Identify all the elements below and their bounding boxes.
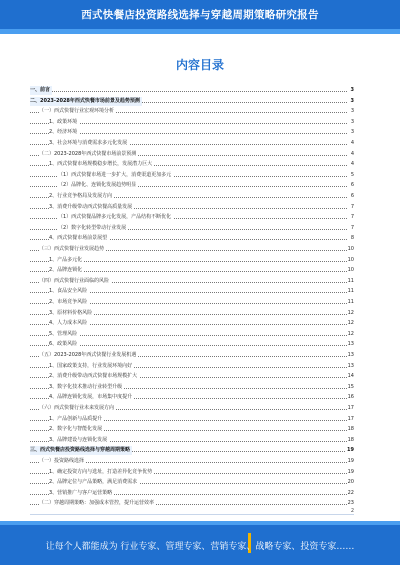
toc-entry[interactable] bbox=[30, 234, 354, 243]
table-of-contents bbox=[30, 86, 354, 514]
toc-entry[interactable] bbox=[30, 150, 354, 159]
footer-divider bbox=[30, 514, 354, 515]
footer-slogan: 让每个人都能成为 行业专家、管理专家、营销专家、战略专家、投资专家…… bbox=[45, 542, 355, 552]
toc-entry[interactable] bbox=[30, 97, 354, 106]
toc-entry-title: 2、经济环境 bbox=[49, 129, 78, 136]
toc-entry-title: 4、品牌连锁化发展，市场集中度提升 bbox=[49, 394, 133, 401]
toc-entry[interactable] bbox=[30, 457, 354, 466]
toc-entry[interactable] bbox=[30, 319, 354, 328]
toc-entry-page: 6 bbox=[350, 193, 354, 199]
toc-entry-title: 二、2023-2028年西式快餐市场前景及趋势预测 bbox=[30, 97, 140, 104]
toc-entry-page: 19 bbox=[347, 468, 354, 475]
toc-entry-title: 5、管理风险 bbox=[49, 330, 78, 337]
toc-entry[interactable] bbox=[30, 489, 354, 498]
toc-entry[interactable] bbox=[30, 160, 354, 169]
toc-entry-title: 3、数字化技术推动行业转型升级 bbox=[49, 383, 123, 390]
toc-entry-title: 1、确定投资方向与选址，打造差异化竞争优势 bbox=[49, 468, 153, 475]
toc-entry[interactable] bbox=[30, 192, 354, 201]
toc-entry-page: 19 bbox=[347, 458, 354, 464]
toc-entry-page: 15 bbox=[347, 383, 354, 390]
toc-entry-title: 1、国家政策支持，行业发展环境向好 bbox=[49, 362, 133, 369]
toc-entry[interactable] bbox=[30, 245, 354, 254]
toc-entry-page: 13 bbox=[347, 341, 354, 348]
toc-entry-page: 13 bbox=[347, 362, 354, 369]
toc-entry-page: 18 bbox=[347, 426, 354, 433]
toc-entry-page: 12 bbox=[347, 309, 354, 316]
toc-entry[interactable] bbox=[30, 213, 354, 222]
toc-entry-title: 1、食品安全风险 bbox=[49, 288, 88, 295]
toc-entry-page: 3 bbox=[350, 97, 354, 104]
toc-entry-title: （三）西式快餐行业发展趋势 bbox=[39, 246, 105, 252]
toc-entry[interactable] bbox=[30, 330, 354, 339]
toc-entry-title: （二）2023-2028年西式快餐市场前景预测 bbox=[39, 150, 137, 157]
toc-entry[interactable] bbox=[30, 351, 354, 360]
toc-entry-title: 2、品牌定位与产品策略，满足消费需求 bbox=[49, 479, 138, 486]
toc-entry-page: 18 bbox=[347, 436, 354, 443]
toc-entry[interactable] bbox=[30, 415, 354, 424]
footer-banner bbox=[0, 521, 400, 565]
toc-entry-page: 3 bbox=[350, 129, 354, 136]
toc-entry[interactable] bbox=[30, 277, 354, 286]
toc-entry-page: 17 bbox=[347, 415, 354, 422]
toc-entry-title: （四）西式快餐行业面临的风险 bbox=[39, 277, 110, 284]
toc-entry[interactable] bbox=[30, 404, 354, 413]
page-number: 2 bbox=[350, 508, 354, 514]
toc-entry[interactable] bbox=[30, 224, 354, 233]
toc-entry-title: 3、社会环境与消费需求多元化发展 bbox=[49, 140, 128, 146]
toc-entry-title: 3、品牌建设与连锁化发展 bbox=[49, 436, 108, 443]
toc-entry-page: 4 bbox=[350, 140, 354, 146]
toc-entry-title: 1、西式快餐市场规模稳步增长，发展潜力巨大 bbox=[49, 161, 153, 168]
toc-entry[interactable] bbox=[30, 499, 354, 508]
toc-entry-title: 4、西式快餐市场前景展望 bbox=[49, 235, 108, 242]
toc-entry[interactable] bbox=[30, 181, 354, 190]
toc-entry-page: 11 bbox=[347, 299, 354, 305]
toc-entry-title: 2、品牌连锁化 bbox=[49, 267, 83, 274]
toc-entry[interactable] bbox=[30, 372, 354, 381]
toc-entry-title: 3、消费升级带动西式快餐高质量发展 bbox=[49, 203, 133, 210]
header-stripe bbox=[0, 29, 400, 34]
toc-entry-page: 17 bbox=[347, 405, 354, 411]
toc-entry-title: 一、前言 bbox=[30, 87, 51, 93]
toc-entry-title: （2）数字化转型带动行业发展 bbox=[58, 224, 127, 231]
toc-entry-title: 三、西式快餐店投资路线选择与穿越周期策略 bbox=[30, 447, 131, 454]
toc-entry-page: 3 bbox=[350, 87, 354, 93]
footer-stripe bbox=[0, 521, 400, 525]
toc-entry[interactable] bbox=[30, 256, 354, 265]
toc-entry[interactable] bbox=[30, 171, 354, 180]
toc-entry[interactable] bbox=[30, 309, 354, 318]
toc-entry-title: 4、人力成本风险 bbox=[49, 320, 88, 327]
toc-entry-title: 2、行业竞争格局及发展方向 bbox=[49, 193, 113, 199]
toc-entry-page: 11 bbox=[347, 277, 354, 284]
toc-entry-title: 2、数字化与智能化发展 bbox=[49, 426, 103, 433]
toc-entry-title: （1）西式快餐品牌多元化发展，产品结构不断优化 bbox=[58, 214, 172, 221]
toc-entry[interactable] bbox=[30, 393, 354, 402]
toc-entry-page: 8 bbox=[350, 235, 354, 242]
toc-entry-title: 1、产品创新与品质提升 bbox=[49, 415, 103, 422]
toc-entry[interactable] bbox=[30, 287, 354, 296]
toc-entry-title: （2）品牌化、连锁化发展趋势明显 bbox=[58, 182, 137, 189]
toc-entry-title: 2、消费升级带动西式快餐市场规模扩大 bbox=[49, 373, 138, 380]
toc-entry-title: （一）投资路线选择 bbox=[39, 458, 85, 464]
toc-entry[interactable] bbox=[30, 478, 354, 487]
toc-entry-title: （二）穿越周期策略：加强成本管控，提升运营效率 bbox=[39, 500, 155, 507]
toc-entry-page: 23 bbox=[347, 500, 354, 507]
toc-entry-page: 12 bbox=[347, 320, 354, 327]
toc-leader-dots bbox=[30, 91, 347, 92]
toc-entry-page: 3 bbox=[350, 108, 354, 115]
toc-entry[interactable] bbox=[30, 362, 354, 371]
toc-entry-title: （五）2023-2028年西式快餐行业发展机遇 bbox=[39, 352, 137, 358]
toc-entry-page: 7 bbox=[350, 224, 354, 231]
toc-entry-page: 10 bbox=[347, 256, 354, 263]
toc-entry-title: 3、原材料价格风险 bbox=[49, 309, 93, 316]
toc-entry-page: 16 bbox=[347, 394, 354, 401]
toc-entry[interactable] bbox=[30, 425, 354, 434]
toc-entry[interactable] bbox=[30, 468, 354, 477]
toc-entry[interactable] bbox=[30, 436, 354, 445]
toc-entry[interactable] bbox=[30, 298, 354, 307]
toc-entry-title: （六）西式快餐行业未来发展方向 bbox=[39, 405, 115, 411]
toc-entry[interactable] bbox=[30, 383, 354, 392]
toc-entry-page: 12 bbox=[347, 330, 354, 337]
toc-entry-title: 6、政策风险 bbox=[49, 341, 78, 348]
toc-entry[interactable] bbox=[30, 118, 354, 127]
toc-entry-page: 6 bbox=[350, 182, 354, 189]
toc-entry-title: （一）西式快餐行业宏观环境分析 bbox=[39, 108, 115, 115]
toc-entry-page: 3 bbox=[350, 118, 354, 125]
toc-entry-title: 3、营销推广与客户运营策略 bbox=[49, 489, 113, 496]
toc-entry-page: 11 bbox=[347, 288, 354, 295]
toc-entry-page: 10 bbox=[347, 246, 354, 252]
toc-entry-page: 19 bbox=[347, 447, 354, 454]
toc-entry-title: 1、产品多元化 bbox=[49, 256, 83, 263]
toc-entry-page: 14 bbox=[347, 373, 354, 380]
toc-entry[interactable] bbox=[30, 446, 354, 455]
toc-entry-title: （1）西式快餐市场进一步扩大，消费渠道更加多元 bbox=[58, 171, 172, 178]
report-title: 西式快餐店投资路线选择与穿越周期策略研究报告 bbox=[81, 9, 319, 21]
toc-entry[interactable] bbox=[30, 107, 354, 116]
toc-entry-page: 13 bbox=[347, 352, 354, 358]
toc-entry[interactable] bbox=[30, 139, 354, 148]
toc-entry[interactable] bbox=[30, 340, 354, 349]
toc-entry[interactable] bbox=[30, 128, 354, 137]
toc-entry-page: 7 bbox=[350, 214, 354, 221]
toc-entry-page: 20 bbox=[347, 479, 354, 486]
toc-entry-page: 7 bbox=[350, 203, 354, 210]
toc-entry-page: 4 bbox=[350, 161, 354, 168]
toc-entry-page: 10 bbox=[347, 267, 354, 274]
toc-entry-title: 1、政策环境 bbox=[49, 118, 78, 125]
toc-entry[interactable] bbox=[30, 86, 354, 95]
toc-entry[interactable] bbox=[30, 203, 354, 212]
toc-entry-page: 4 bbox=[350, 150, 354, 157]
toc-entry-title: 2、市场竞争风险 bbox=[49, 299, 88, 305]
toc-entry-page: 5 bbox=[350, 171, 354, 178]
toc-entry-page: 22 bbox=[347, 489, 354, 496]
toc-entry[interactable] bbox=[30, 266, 354, 275]
header-banner bbox=[0, 0, 400, 34]
toc-heading: 内容目录 bbox=[175, 58, 224, 72]
